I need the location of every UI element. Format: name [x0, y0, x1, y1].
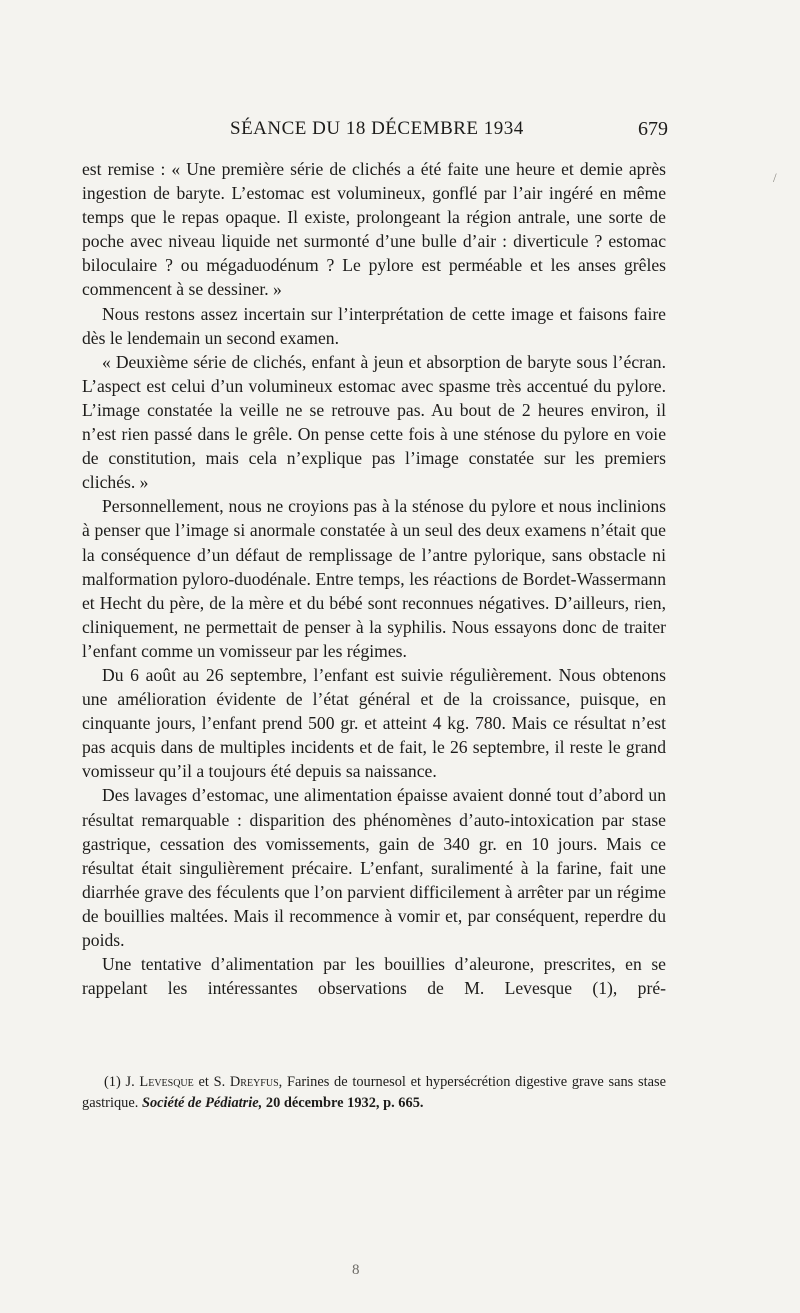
body-text: [82, 157, 666, 1000]
footnote-title: Farines de tournesol et hypersécrétion digestive grave sans stase gastrique.: [82, 1074, 666, 1111]
footnote-connector: et: [198, 1074, 209, 1090]
paragraph: Du 6 août au 26 septembre, l’enfant est suivie régulièrement. Nous obtenons une amélioration évidente de l’état général et de la croissance, puisque, en cinquante jours, l’enfant prend 500 gr. et atteint 4 kg. 780. Mais ce résultat n’est pas acquis dans de multiples incidents et de fait, le 26 septembre, il reste le grand vomisseur qu’il a toujours été depuis sa naissance.: [82, 664, 666, 782]
paragraph: « Deuxième série de clichés, enfant à jeun et absorption de baryte sous l’écran. L’aspect est celui d’un volumineux estomac avec spasme très accentué du pylore. L’image constatée la veille ne se retrouve pas. Au bout de 2 heures environ, il n’est rien passé dans le grêle. On pense cette fois à une sténose du pylore en voie de constitution, mais cela n’explique pas l’image constatée sur les premiers clichés. »: [82, 351, 666, 493]
footnote-marker: (1): [104, 1074, 121, 1090]
paragraph: Des lavages d’estomac, une alimentation épaisse avaient donné tout d’abord un résultat remarquable : disparition des phénomènes d’auto-intoxication par stase gastrique, cessation des vomissements, gain de 340 gr. en 10 jours. Mais ce résultat était singulièrement précaire. L’enfant, suralimenté à la farine, fait une diarrhée grave des féculents que l’on parvient difficilement à arrêter par un régime de bouillies maltées. Mais il recommence à vomir et, par conséquent, reperdre du poids.: [82, 785, 666, 950]
footnote-date: 20 décembre 1932, p. 665.: [265, 1095, 424, 1111]
paragraph: Nous restons assez incertain sur l’interprétation de cette image et faisons faire dès le lendemain un second examen.: [82, 303, 666, 348]
footnote-author: S. Dreyfus,: [213, 1074, 283, 1090]
paragraph: est remise : « Une première série de clichés a été faite une heure et demie après ingestion de baryte. L’estomac est volumineux, gonflé par l’air ingéré en même temps que le repas opaque. Il existe, prolongeant la région antrale, une sorte de poche avec niveau liquide net surmonté d’une bulle d’air : diverticule ? estomac biloculaire ? ou mégaduodénum ? Le pylore est perméable et les anses grêles commencent à se dessiner. »: [82, 159, 666, 300]
footnote: [82, 1072, 666, 1114]
paragraph: Personnellement, nous ne croyions pas à la sténose du pylore et nous inclinions à penser que l’image si anormale constatée à un seul des deux examens n’était que la conséquence d’un défaut de remplissage de l’antre pylorique, sans obstacle ni malformation pyloro-duodénale. Entre temps, les réactions de Bordet-Wassermann et Hecht du père, de la mère et du bébé sont reconnues négatives. D’ailleurs, rien, cliniquement, ne permettait de penser à la syphilis. Nous essayons donc de traiter l’enfant comme un vomisseur par les régimes.: [82, 496, 666, 661]
running-head: SÉANCE DU 18 DÉCEMBRE 1934: [230, 118, 524, 139]
page-header: [230, 118, 668, 146]
page-number: 679: [638, 118, 668, 140]
footnote-journal: Société de Pédiatrie,: [141, 1095, 263, 1111]
footnote-author: J. Levesque: [125, 1074, 194, 1090]
paragraph: Une tentative d’alimentation par les bouillies d’aleurone, prescrites, en se rappelant les intéressantes observations de M. Levesque (1), pré-: [82, 954, 666, 999]
printer-mark: 8: [352, 1262, 360, 1278]
edge-mark: /: [773, 170, 777, 185]
